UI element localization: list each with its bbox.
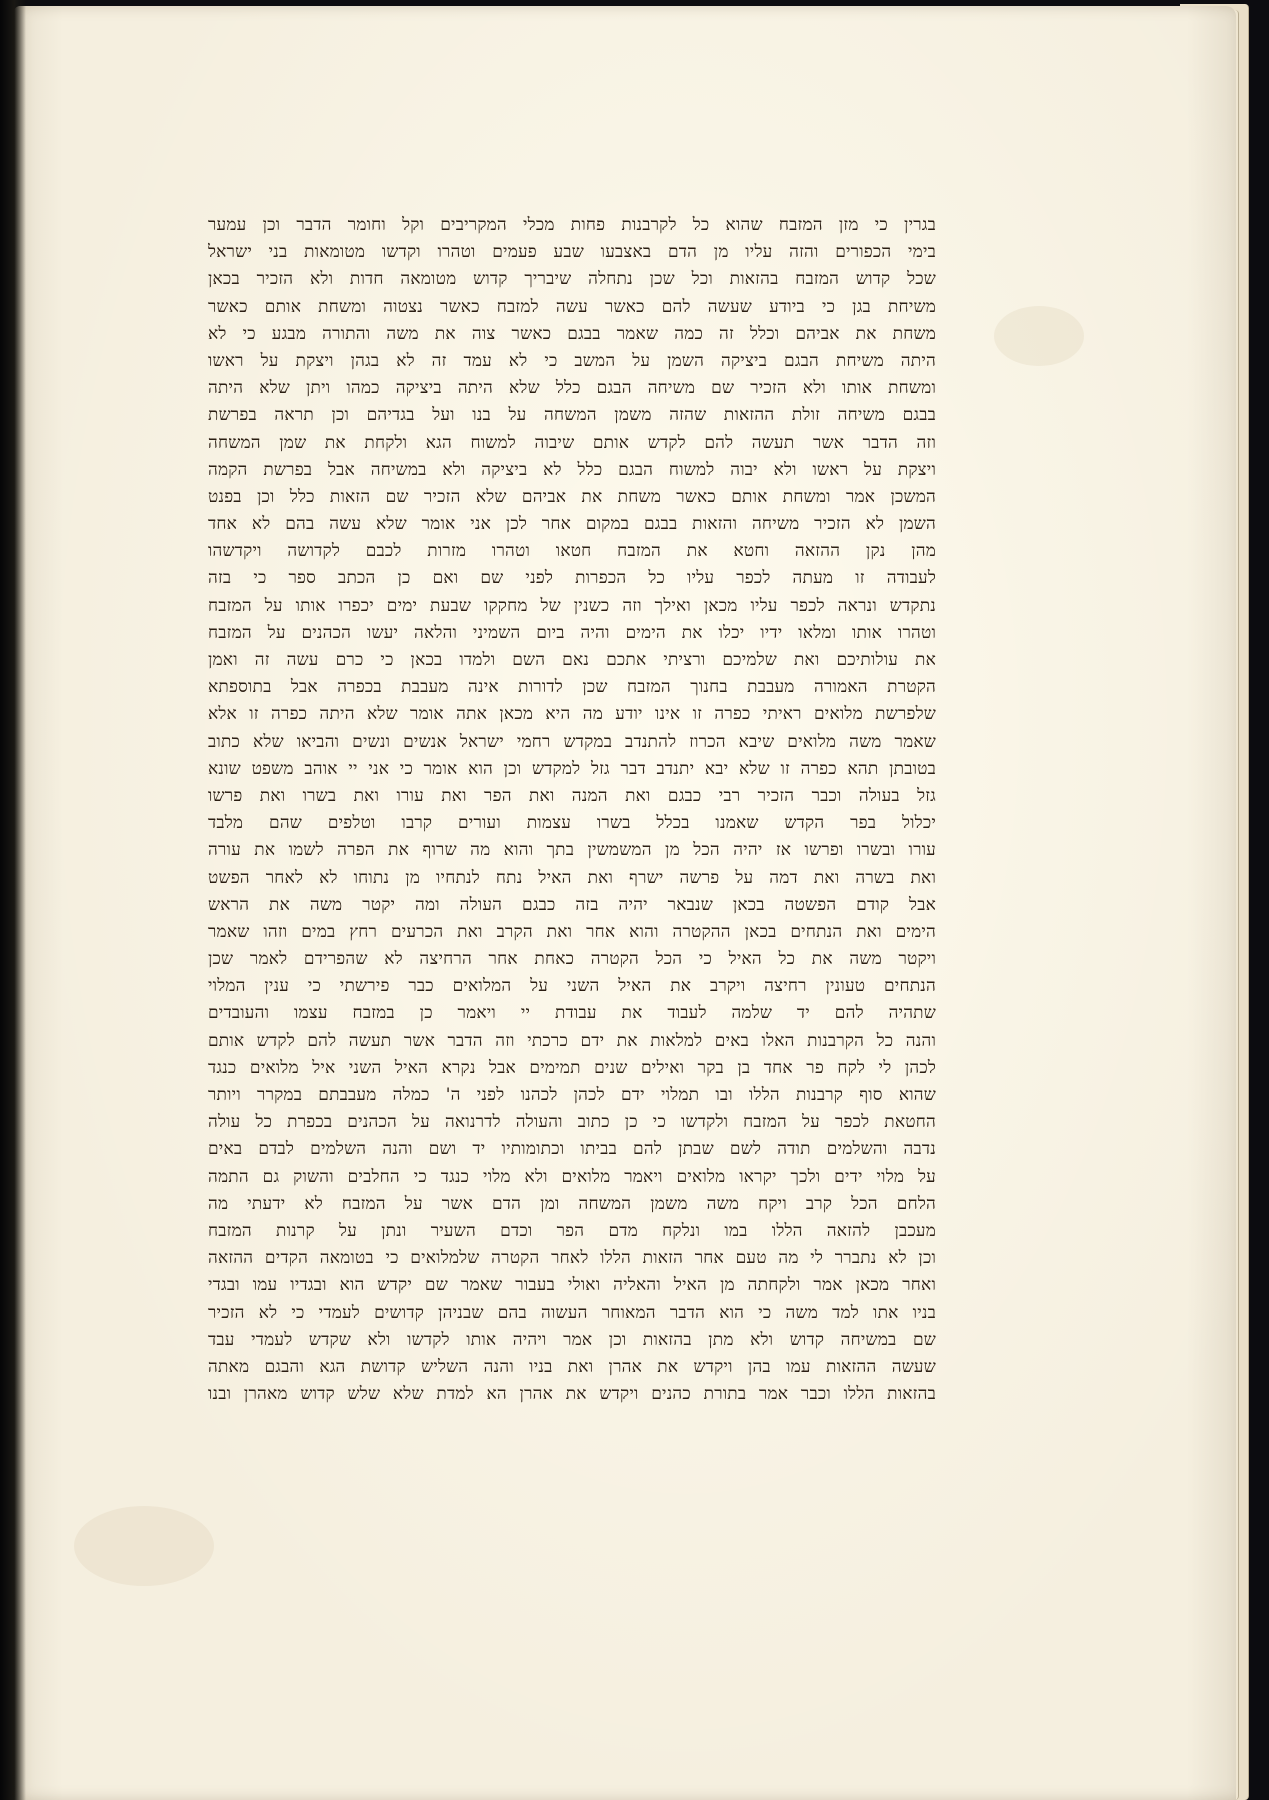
manuscript-line: בהזאות הללו וכבר אמר בתורת כהנים ויקדש את אהרן הא למדת שלא שלש קדוש מאהרן ובנו [208,1384,936,1405]
manuscript-line: ואחר מכאן אמר ולקחתה מן האיל והאליה ואולי בעבור שאמר שם יקדש הוא ובגדיו עמו ובגדי [208,1275,936,1296]
manuscript-line: גזל בעולה וכבר הזכיר רבי כבגם ואת המנה ואת הפר ואת עורו ואת בשרו ואת פרשו [208,785,936,806]
manuscript-line: משחת את אביהם וכלל זה כמה שאמר בבגם כאשר צוה את משה והתורה מבגע כי לא [208,323,936,344]
manuscript-line: בגרין כי מזן המזבח שהוא כל לקרבנות פחות מכלי המקריבים וקל וחומר הדבר וכן עמער [208,215,936,235]
manuscript-line: והנה כל הקרבנות האלו באים למלאות את ידם כרכתי וזה הדבר אשר תעשה להם לקדש אותם [208,1030,936,1051]
manuscript-line: יכלול בפר הקדש שאמנו בכלל בשרו עצמות ועורים קרבו וטלפים שהם מלבד [208,813,936,834]
manuscript-line: השמן לא הזכיר משיחה והזאות בבגם במקום אחר לכן אני אומר שלא עשה בהם לא אחד [208,514,936,535]
manuscript-line: הנתחים טעונין רחיצה ויקרב את האיל השני על המלואים כבר פירשתי כי ענין המלוי [208,976,936,997]
manuscript-line: אבל קודם הפשטה בכאן שנבאר יהיה בזה כבגם העולה ומה יקטר משה את הראש [208,894,936,915]
manuscript-line: שתהיה להם יד שלמה לעבוד את עבודת יי ויאמר כן במזבח עצמו והעובדים [208,1003,936,1024]
manuscript-line: ומשחת אותו ולא הזכיר שם משיחה הבגם כלל שלא היתה ביציקה כמהו ויתן שלא היתה [208,378,936,399]
manuscript-line: בימי הכפורים והזה עליו מן הדם באצבעו שבע פעמים וטהרו וקדשו מטומאות בני ישראל [208,242,936,263]
manuscript-line: שם במשיחה קדוש ולא מתן בהזאות וכן אמר ויהיה אותו לקדשו ולא שקדש לעמדי עבד [208,1329,936,1350]
manuscript-line: בטובתן תהא כפרה זו שלא יבא יתנדב דבר גזל למקדש וכן הוא אומר כי אני יי אוהב משפט שונא [208,758,936,779]
manuscript-line: ויצקת על ראשו ולא יבוה למשוח הבגם כלל לא ביציקה ולא במשיחה אבל בפרשת הקמה [208,459,936,480]
binding-gutter [0,0,26,1800]
manuscript-line: מהן נקן ההזאה וחטא את המזבח חטאו וטהרו מזרות לכבם לקדושה ויקדשהו [208,541,936,562]
text-column [208,212,936,1408]
manuscript-line: על מלוי ידים ולכך יקראו מלואים ויאמר מלואים ולא מלוי כנגד כי החלבים והשוק גם התמה [208,1166,936,1187]
stain [74,1506,214,1586]
manuscript-line: וטהרו אותו ומלאו ידיו יכלו את הימים והיה ביום השמיני והלאה יעשו הכהנים על המזבח [208,622,936,643]
manuscript-line: משיחת בגן כי ביודע שעשה להם כאשר עשה למזבח כאשר נצטוה ומשחת אותם כאשר [208,296,936,317]
manuscript-line: את עולותיכם ואת שלמיכם ורציתי אתכם נאם השם ולמדו בכאן כי כרם עשה זה ואמן [208,650,936,670]
manuscript-line: ויקטר משה את כל האיל כי הכל הקטרה כאחת אחר הרחיצה לא שהפרידם לאמר שכן [208,949,936,970]
manuscript-line: נתקדש ונראה לכפר עליו מכאן ואילך וזה כשנין של מחקקו שבעת ימים יכפרו אותו על המזבח [208,595,936,616]
manuscript-line: וכן לא נתברר לי מה טעם אחר הזאות הללו לאחר הקטרה שלמלואים כי בטומאה הקדים ההזאה [208,1248,936,1269]
manuscript-line: שלפרשת מלואים ראיתי כפרה זו אינו יודע מה היא מכאן אתה אומר שלא היתה כפרה זו אלא [208,704,936,725]
manuscript-line: המשכן אמר ומשחת אותם כאשר משחת את אביהם שלא הזכיר שם הזאות כלל וכן בפנט [208,486,936,507]
manuscript-line: נדבה והשלמים תודה לשם שבתן להם בביתו וכתומותיו יד ושם והנה השלמים לבדם באים [208,1139,936,1160]
manuscript-line: הלחם הכל קרב ויקח משה משמן המשחה ומן הדם אשר על המזבח לא ידעתי מה [208,1193,936,1214]
manuscript-line: ואת בשרה ואת דמה על פרשה ישרף ואת האיל נתח לנתחיו מן נתוחו לא לאחר הפשט [208,867,936,888]
manuscript-line: לעבודה זו מעתה לכפר עליו כל הכפרות לפני שם ואם כן הכתב ספר כי בזה [208,568,936,589]
manuscript-line: שאמר משה מלואים שיבא הכרוז להתנדב במקדש רחמי ישראל אנשים ונשים והביאו שלא כתוב [208,731,936,752]
manuscript-line: שכל קדוש המזבח בהזאות וכל שכן נתחלה שיבריך קדוש מטומאה חדות ולא הזכיר בכאן [208,269,936,290]
manuscript-line: וזה הדבר אשר תעשה להם לקדש אותם שיבוה למשוח הגא ולקחת את שמן המשחה [208,432,936,453]
manuscript-line: בבגם משיחה זולת ההזאות שהזה משמן המשחה על בנו ועל בגדיהם וכן תראה בפרשת [208,405,936,426]
manuscript-line: לכהן לי לקח פר אחד בן בקר ואילים שנים תמימים אבל נקרא האיל השני איל מלואים כנגד [208,1057,936,1078]
manuscript-line: בניו אתו למד משה כי הוא הדבר המאוחר העשוה בהם שבניהן קדושים לעמדי כי לא הזכיר [208,1302,936,1323]
manuscript-line: החטאת לכפר על המזבח ולקדשו כי כן כתוב והעולה לדרנואה על הכהנים בכפרת כל עולה [208,1112,936,1133]
manuscript-line: הקטרת האמורה מעבבת בחנוך המזבח שכן לדורות אינה מעבבת בכפרה אבל בתוספתא [208,677,936,698]
manuscript-line: מעכבן להזאה הללו במו ונלקח מדם הפר וכדם השעיר ונתן על קרנות המזבח [208,1220,936,1241]
stain [994,306,1084,366]
manuscript-line: היתה משיחת הבגם ביציקה השמן על המשב כי לא עמד זה לא בגהן ויצקת על ראשו [208,350,936,371]
manuscript-line: עורו ובשרו ופרשו אז יהיה הכל מן המשמשין בתך והוא מה שרוף את הפרה לשמו את עורה [208,840,936,861]
manuscript-line: שעשה ההזאות עמו בהן ויקדש את אהרן ואת בניו והנה השליש קדושת הגא והבגם מאתה [208,1356,936,1377]
manuscript-line: שהוא סוף קרבנות הללו ובו תמלוי ידם לכהן לכהנו לפני ה' כמלה מעבבתם במקרר ויותר [208,1085,936,1105]
manuscript-line: הימים ואת הנתחים בכאן ההקטרה והוא אחר ואת הקרב ואת הכרעים רחץ במים וזהו שאמר [208,921,936,942]
